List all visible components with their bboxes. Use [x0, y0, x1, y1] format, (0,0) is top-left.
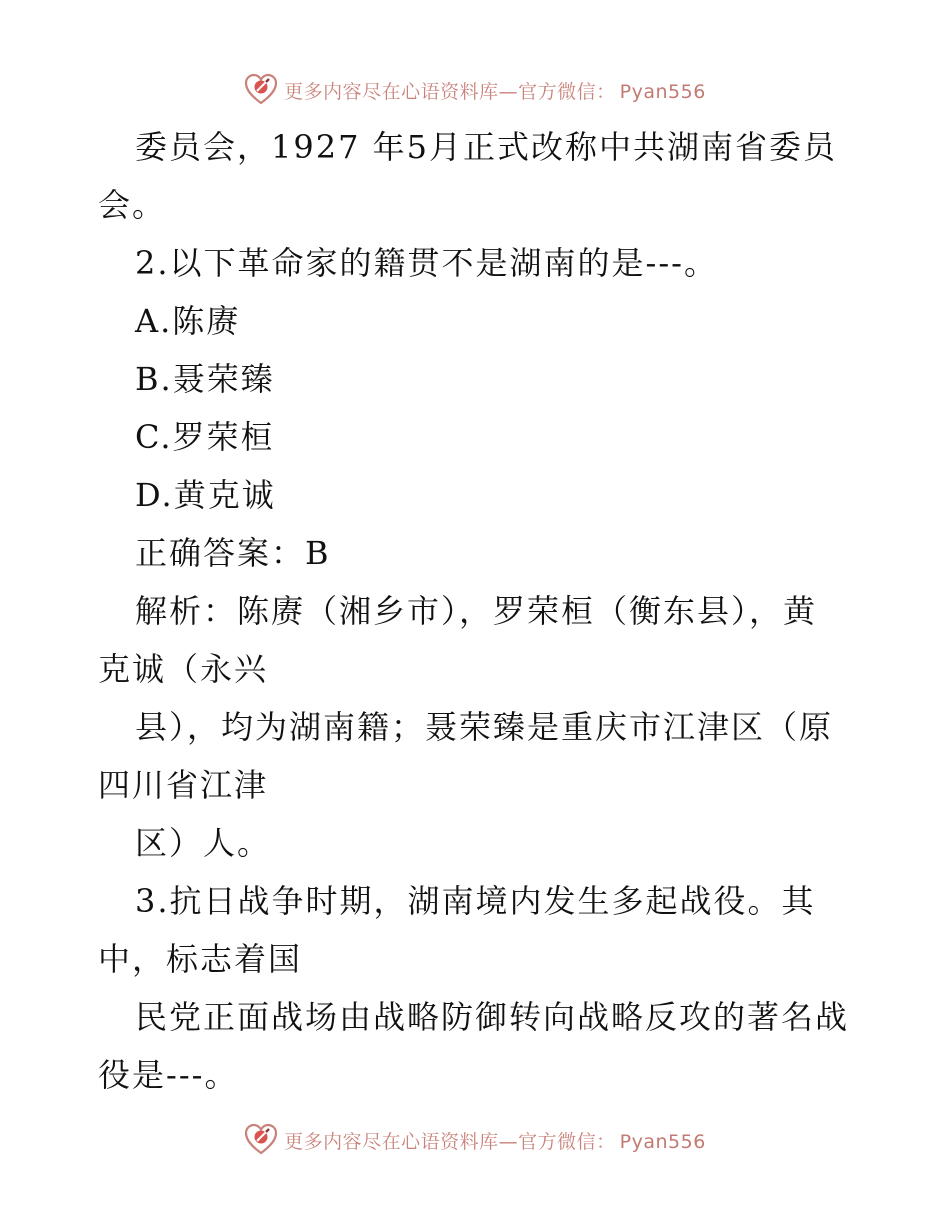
question-3-stem: 3.抗日战争时期，湖南境内发生多起战役。其: [135, 882, 816, 920]
text-line: 委员会，1927 年5月正式改称中共湖南省委员: [135, 128, 837, 166]
question-3-stem: 役是---。: [98, 1056, 239, 1094]
explanation-line: 四川省江津: [98, 766, 269, 804]
option-c: C.罗荣桓: [135, 418, 275, 456]
explanation-line: 县），均为湖南籍；聂荣臻是重庆市江津区（原: [135, 708, 834, 746]
watermark-text: 更多内容尽在心语资料库—官方微信：: [284, 80, 616, 103]
text-line: 会。: [98, 186, 167, 224]
watermark-id: Pyan556: [619, 1130, 706, 1153]
explanation-line: 解析：陈赓（湘乡市），罗荣桓（衡东县），黄: [135, 592, 818, 630]
question-3-stem: 民党正面战场由战略防御转向战略反攻的著名战: [135, 998, 850, 1036]
option-d: D.黄克诚: [135, 476, 276, 514]
explanation-line: 克诚（永兴: [98, 650, 269, 688]
heart-pen-icon: [244, 73, 278, 107]
watermark-header: [0, 70, 950, 110]
explanation-line: 区）人。: [135, 824, 272, 862]
watermark-footer: [0, 1120, 950, 1160]
correct-answer: 正确答案：B: [135, 534, 331, 572]
heart-pen-icon: [244, 1123, 278, 1157]
question-3-stem: 中，标志着国: [98, 940, 303, 978]
watermark-text: 更多内容尽在心语资料库—官方微信：: [284, 1130, 616, 1153]
option-b: B.聂荣臻: [135, 360, 275, 398]
question-2-stem: 2.以下革命家的籍贯不是湖南的是---。: [135, 244, 718, 282]
watermark-id: Pyan556: [619, 80, 706, 103]
option-a: A.陈赓: [135, 302, 241, 340]
